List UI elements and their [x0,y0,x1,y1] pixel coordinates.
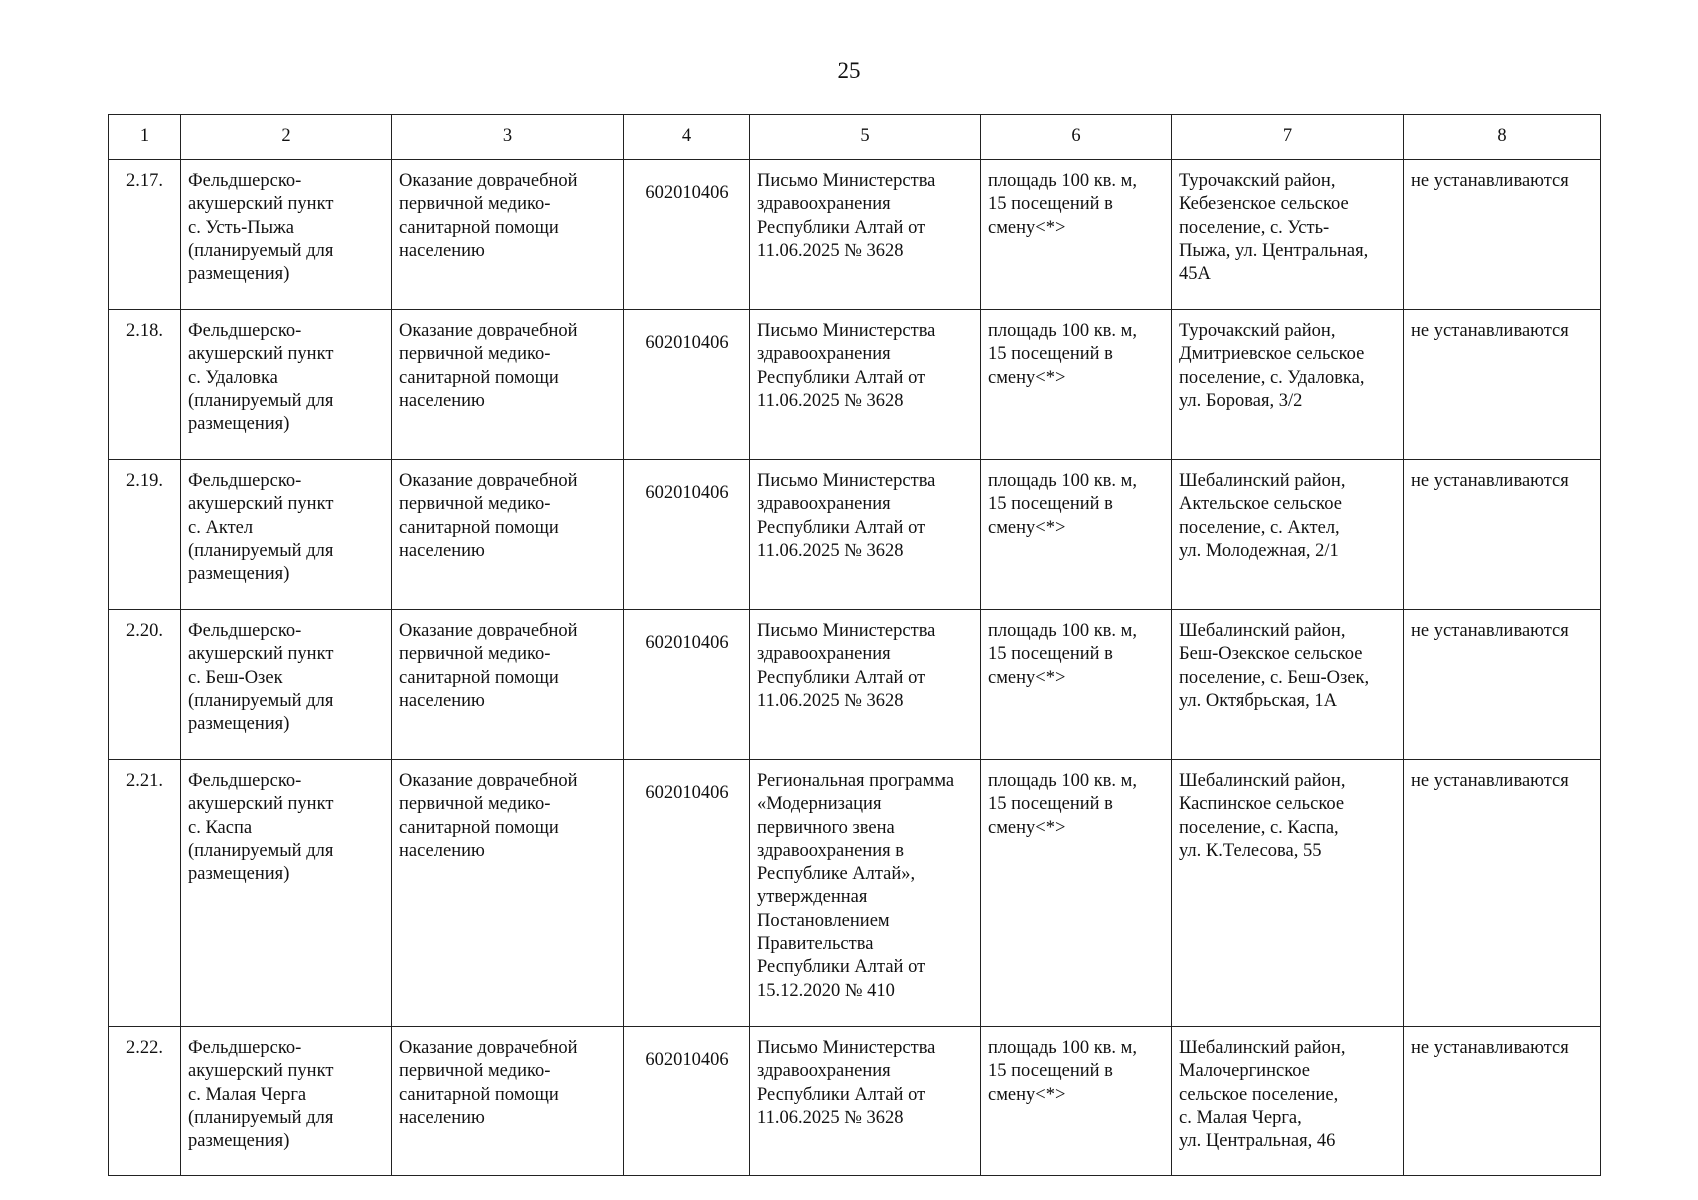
facility-zones: не устанавливаются [1404,310,1601,460]
column-header: 1 [109,115,181,160]
facility-code: 602010406 [624,460,750,610]
table-row [109,460,1601,610]
facility-basis: Письмо Министерства здравоохранения Республики Алтай от 11.06.2025 № 3628 [750,1027,981,1176]
table-row [109,1027,1601,1176]
facility-name: Фельдшерско- акушерский пункт с. Малая Черга (планируемый для размещения) [181,1027,392,1176]
facility-basis: Письмо Министерства здравоохранения Республики Алтай от 11.06.2025 № 3628 [750,610,981,760]
facility-zones: не устанавливаются [1404,460,1601,610]
facilities-table [108,114,1601,1176]
facility-code: 602010406 [624,760,750,1027]
facility-basis: Региональная программа «Модернизация первичного звена здравоохранения в Республике Алтай», утвержденная Постановлением Правительства Республики Алтай от 15.12.2020 № 410 [750,760,981,1027]
facility-basis: Письмо Министерства здравоохранения Республики Алтай от 11.06.2025 № 3628 [750,160,981,310]
table-row [109,610,1601,760]
facility-characteristics: площадь 100 кв. м, 15 посещений в смену<*> [981,760,1172,1027]
facility-zones: не устанавливаются [1404,760,1601,1027]
column-header: 2 [181,115,392,160]
facility-characteristics: площадь 100 кв. м, 15 посещений в смену<*> [981,610,1172,760]
facility-location: Шебалинский район, Каспинское сельское поселение, с. Каспа, ул. К.Телесова, 55 [1172,760,1404,1027]
facility-purpose: Оказание доврачебной первичной медико- санитарной помощи населению [392,460,624,610]
column-header: 6 [981,115,1172,160]
facility-code: 602010406 [624,1027,750,1176]
column-header: 3 [392,115,624,160]
row-number: 2.17. [109,160,181,310]
facility-location: Турочакский район, Дмитриевское сельское поселение, с. Удаловка, ул. Боровая, 3/2 [1172,310,1404,460]
row-number: 2.19. [109,460,181,610]
row-number: 2.22. [109,1027,181,1176]
column-header: 4 [624,115,750,160]
facility-name: Фельдшерско- акушерский пункт с. Актел (планируемый для размещения) [181,460,392,610]
table-row [109,310,1601,460]
facility-name: Фельдшерско- акушерский пункт с. Удаловка (планируемый для размещения) [181,310,392,460]
facility-purpose: Оказание доврачебной первичной медико- санитарной помощи населению [392,760,624,1027]
facility-characteristics: площадь 100 кв. м, 15 посещений в смену<*> [981,1027,1172,1176]
facility-zones: не устанавливаются [1404,1027,1601,1176]
row-number: 2.20. [109,610,181,760]
facility-code: 602010406 [624,610,750,760]
facility-zones: не устанавливаются [1404,160,1601,310]
facility-characteristics: площадь 100 кв. м, 15 посещений в смену<*> [981,160,1172,310]
column-header: 7 [1172,115,1404,160]
facility-purpose: Оказание доврачебной первичной медико- санитарной помощи населению [392,610,624,760]
facility-zones: не устанавливаются [1404,610,1601,760]
facility-basis: Письмо Министерства здравоохранения Республики Алтай от 11.06.2025 № 3628 [750,460,981,610]
table-header-row [109,115,1601,160]
row-number: 2.21. [109,760,181,1027]
page-number: 25 [837,58,861,83]
facility-characteristics: площадь 100 кв. м, 15 посещений в смену<*> [981,310,1172,460]
facility-code: 602010406 [624,310,750,460]
facility-purpose: Оказание доврачебной первичной медико- санитарной помощи населению [392,160,624,310]
facility-code: 602010406 [624,160,750,310]
facility-basis: Письмо Министерства здравоохранения Республики Алтай от 11.06.2025 № 3628 [750,310,981,460]
facility-characteristics: площадь 100 кв. м, 15 посещений в смену<*> [981,460,1172,610]
column-header: 8 [1404,115,1601,160]
facility-location: Шебалинский район, Актельское сельское поселение, с. Актел, ул. Молодежная, 2/1 [1172,460,1404,610]
facility-name: Фельдшерско- акушерский пункт с. Усть-Пыжа (планируемый для размещения) [181,160,392,310]
facility-name: Фельдшерско- акушерский пункт с. Каспа (планируемый для размещения) [181,760,392,1027]
column-header: 5 [750,115,981,160]
facility-location: Турочакский район, Кебезенское сельское поселение, с. Усть- Пыжа, ул. Центральная, 45А [1172,160,1404,310]
facility-name: Фельдшерско- акушерский пункт с. Беш-Озек (планируемый для размещения) [181,610,392,760]
facility-location: Шебалинский район, Малочергинское сельское поселение, с. Малая Черга, ул. Центральная, 46 [1172,1027,1404,1176]
facility-location: Шебалинский район, Беш-Озекское сельское поселение, с. Беш-Озек, ул. Октябрьская, 1А [1172,610,1404,760]
table-row [109,160,1601,310]
facility-purpose: Оказание доврачебной первичной медико- санитарной помощи населению [392,310,624,460]
table-row [109,760,1601,1027]
row-number: 2.18. [109,310,181,460]
facility-purpose: Оказание доврачебной первичной медико- санитарной помощи населению [392,1027,624,1176]
